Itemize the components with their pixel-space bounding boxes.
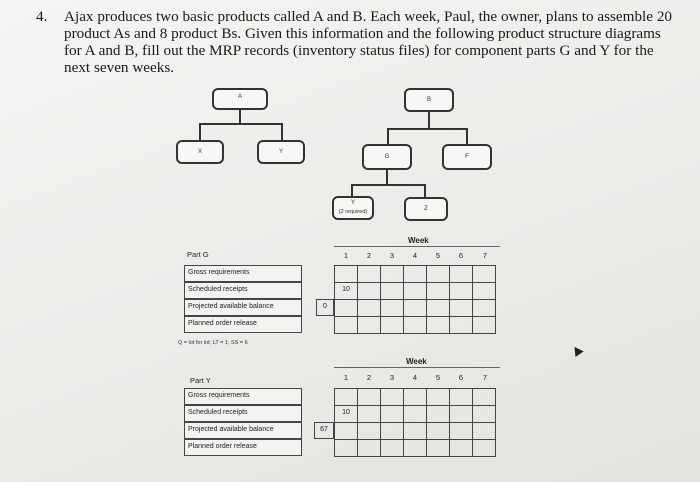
mrp-cell[interactable] [449, 405, 473, 423]
mrp-cell[interactable] [403, 388, 427, 406]
mrp-cell[interactable] [357, 282, 381, 300]
mrp-cell[interactable] [472, 422, 496, 440]
quantity-note: (2 required) [338, 209, 368, 215]
mrp-cell[interactable] [449, 316, 473, 334]
connector [387, 128, 468, 130]
mrp-cell[interactable]: 10 [334, 405, 358, 423]
mrp-cell[interactable] [403, 439, 427, 457]
row-scheduled-receipts: Scheduled receipts [184, 405, 302, 422]
mrp-cell[interactable] [403, 405, 427, 423]
mrp-cell[interactable] [449, 439, 473, 457]
mrp-cell[interactable] [472, 316, 496, 334]
week-header: Week [408, 236, 429, 245]
mrp-cell[interactable] [380, 316, 404, 334]
initial-balance-cell[interactable]: 0 [316, 299, 334, 316]
connector [281, 123, 283, 141]
connector [239, 110, 241, 124]
mrp-cell[interactable] [380, 265, 404, 283]
part-y-title: Part Y [190, 376, 211, 385]
mrp-cell[interactable] [357, 388, 381, 406]
mrp-cell[interactable] [334, 316, 358, 334]
mrp-cell[interactable] [403, 265, 427, 283]
node-a: A [212, 88, 268, 110]
mrp-cell[interactable] [380, 405, 404, 423]
node-x: X [176, 140, 224, 164]
week-rule [334, 367, 500, 368]
row-projected-balance: Projected available balance [184, 299, 302, 316]
mrp-cell[interactable] [426, 282, 450, 300]
row-gross-requirements: Gross requirements [184, 388, 302, 405]
mrp-cell[interactable] [334, 422, 358, 440]
mrp-cell[interactable] [426, 422, 450, 440]
mrp-cell[interactable] [449, 299, 473, 317]
row-gross-requirements: Gross requirements [184, 265, 302, 282]
mrp-cell[interactable] [472, 299, 496, 317]
mrp-cell[interactable] [426, 439, 450, 457]
question-text: Ajax produces two basic products called A and B. Each week, Paul, the owner, plans to assemble 20 product As and 8 product Bs. Given this information and the following product structure diagrams for A and B, fill out the MRP records (inventory status files) for component parts G and Y for the next seven weeks. [64, 8, 673, 76]
connector [386, 170, 388, 185]
mrp-cell[interactable] [449, 265, 473, 283]
mrp-cell[interactable] [380, 282, 404, 300]
mrp-cell[interactable] [357, 422, 381, 440]
connector [199, 123, 283, 125]
mrp-cell[interactable] [426, 388, 450, 406]
mrp-cell[interactable] [334, 265, 358, 283]
lot-sizing-note: Q = lot for lot; LT = 1; SS = 6 [178, 340, 248, 346]
node-b: B [404, 88, 454, 112]
mrp-cell[interactable] [380, 422, 404, 440]
mrp-cell[interactable] [472, 405, 496, 423]
mrp-cell[interactable] [472, 282, 496, 300]
connector [387, 128, 389, 145]
connector [199, 123, 201, 141]
node-f: F [442, 144, 492, 170]
connector [424, 184, 426, 198]
mrp-cell[interactable] [357, 405, 381, 423]
mrp-cell[interactable] [426, 316, 450, 334]
mrp-cell[interactable] [403, 282, 427, 300]
mrp-cell[interactable] [403, 316, 427, 334]
mrp-cell[interactable] [334, 299, 358, 317]
week-rule [334, 246, 500, 247]
mrp-cell[interactable] [357, 316, 381, 334]
mrp-cell[interactable] [403, 299, 427, 317]
mrp-cell[interactable] [357, 265, 381, 283]
mouse-cursor-icon [570, 344, 583, 357]
initial-balance-cell[interactable]: 67 [314, 422, 334, 439]
mrp-cell[interactable] [472, 439, 496, 457]
connector [428, 112, 430, 129]
connector [466, 128, 468, 145]
mrp-cell[interactable] [472, 265, 496, 283]
mrp-cell[interactable] [334, 439, 358, 457]
mrp-cell[interactable] [426, 299, 450, 317]
row-planned-order-release: Planned order release [184, 316, 302, 333]
mrp-cell[interactable] [380, 439, 404, 457]
question-number: 4. [36, 8, 48, 25]
mrp-cell[interactable] [357, 439, 381, 457]
row-projected-balance: Projected available balance [184, 422, 302, 439]
node-y-under-g: Y (2 required) [332, 196, 374, 220]
mrp-cell[interactable] [449, 422, 473, 440]
mrp-cell[interactable] [403, 422, 427, 440]
mrp-cell[interactable] [334, 388, 358, 406]
mrp-cell[interactable] [449, 282, 473, 300]
mrp-cell[interactable] [380, 388, 404, 406]
connector [351, 184, 426, 186]
mrp-cell[interactable] [426, 405, 450, 423]
mrp-cell[interactable] [426, 265, 450, 283]
week-header: Week [406, 357, 427, 366]
mrp-cell[interactable] [449, 388, 473, 406]
mrp-cell[interactable] [380, 299, 404, 317]
mrp-cell[interactable] [472, 388, 496, 406]
node-y: Y [257, 140, 305, 164]
node-z: Z [404, 197, 448, 221]
row-scheduled-receipts: Scheduled receipts [184, 282, 302, 299]
mrp-cell[interactable] [357, 299, 381, 317]
node-g: G [362, 144, 412, 170]
row-planned-order-release: Planned order release [184, 439, 302, 456]
part-g-title: Part G [187, 250, 209, 259]
mrp-cell[interactable]: 10 [334, 282, 358, 300]
